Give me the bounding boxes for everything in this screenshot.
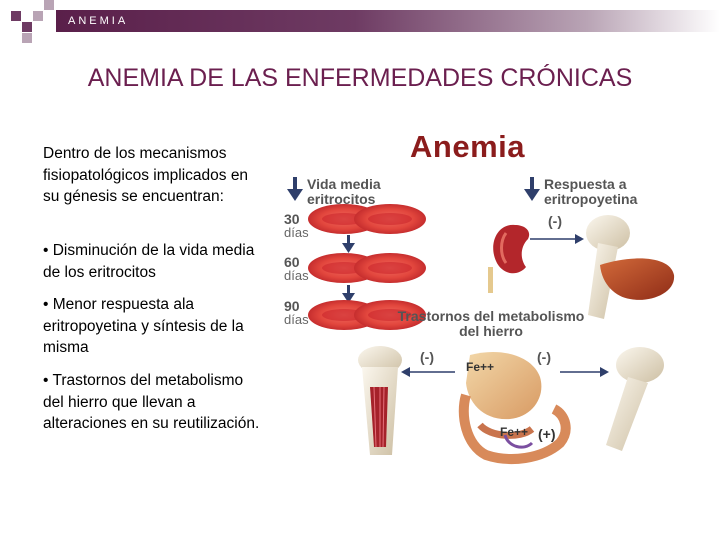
header-square-4 [44, 0, 54, 10]
arrow-down-icon [524, 177, 540, 201]
plus-sign: (+) [538, 426, 556, 442]
left-sign: (-) [420, 349, 434, 365]
days-60 [284, 256, 309, 282]
trastornos-label: Trastornos del metabolismo del hierro [397, 308, 585, 339]
bone-marrow-illustration [358, 346, 402, 455]
header-bar [56, 10, 720, 32]
bullet-2: • Menor respuesta ala eritropoyetina y síntesis de la misma [43, 296, 244, 356]
figure-title: Anemia [410, 129, 525, 164]
days-90-unit: días [284, 312, 309, 327]
fe-upper-label: Fe++ [466, 360, 495, 374]
right-sign: (-) [537, 349, 551, 365]
fe-lower-label: Fe++ [500, 425, 529, 439]
days-30-unit: días [284, 225, 309, 240]
bullet-3: • Trastornos del metabolismo del hierro que llevan a alteraciones en su reutilización. [43, 372, 260, 432]
rbc-row-30 [308, 204, 426, 234]
header-square-1 [11, 11, 21, 21]
days-60-number: 60 [284, 254, 300, 270]
arrow-right-icon [530, 234, 584, 244]
vida-media-label: Vida media eritrocitos [307, 176, 381, 207]
days-90 [284, 300, 309, 326]
arrow-down-icon [287, 177, 303, 201]
days-90-number: 90 [284, 298, 300, 314]
anemia-figure [270, 125, 690, 470]
days-60-unit: días [284, 268, 309, 283]
days-30 [284, 213, 309, 239]
header-square-2 [22, 22, 32, 32]
respuesta-label: Respuesta a eritropoyetina [544, 176, 638, 207]
days-30-number: 30 [284, 211, 300, 227]
header-square-5 [22, 33, 32, 43]
intro-text: Dentro de los mecanismos fisiopatológicos implicados en su génesis se encuentran: [43, 145, 249, 205]
liver-illustration [600, 258, 674, 299]
rbc-row-60 [308, 253, 426, 283]
arrow-down-icon [342, 235, 355, 253]
arrow-right-icon [560, 367, 609, 377]
slide-title: ANEMIA DE LAS ENFERMEDADES CRÓNICAS [87, 64, 633, 92]
header-label: ANEMIA [68, 15, 129, 27]
respuesta-sign: (-) [548, 213, 562, 229]
arrow-left-icon [401, 367, 455, 377]
bone-lower-illustration [606, 347, 664, 451]
bullet-1: • Disminución de la vida media de los eritrocitos [43, 242, 255, 281]
kidney-illustration [488, 225, 529, 293]
header-square-3 [33, 11, 43, 21]
